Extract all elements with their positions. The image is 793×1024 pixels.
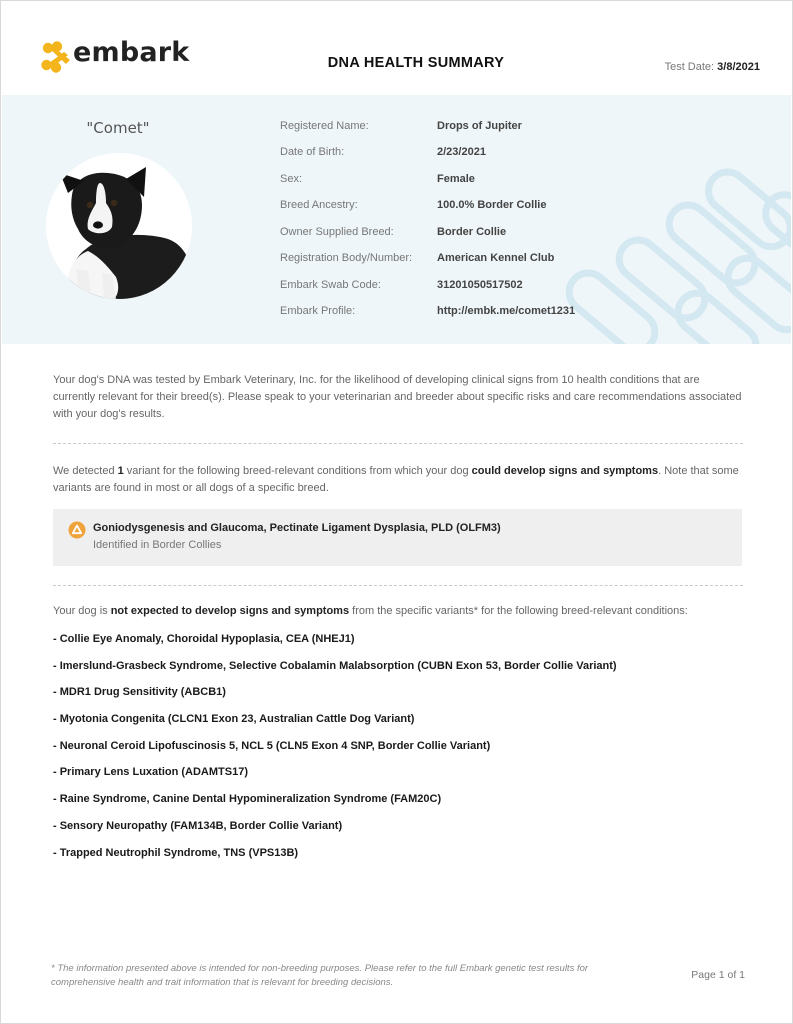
condition-item: - Imerslund-Grasbeck Syndrome, Selective Cobalamin Malabsorption (CUBN Exon 53, Border Collie Variant)	[53, 659, 617, 672]
test-date-label: Test Date:	[664, 61, 715, 73]
page-number: Page 1 of 1	[691, 969, 745, 981]
clear-emphasis: not expected to develop signs and symptoms	[110, 605, 350, 617]
page-title: DNA HEALTH SUMMARY	[327, 55, 505, 71]
field-label: Registration Body/Number:	[280, 252, 413, 264]
variant-result-card	[53, 509, 742, 566]
clear-prefix: Your dog is	[53, 605, 111, 617]
field-value: Female	[437, 173, 475, 185]
field-value: Drops of Jupiter	[437, 120, 522, 132]
info-row-swab-code	[280, 279, 780, 295]
condition-item: - Primary Lens Luxation (ADAMTS17)	[53, 766, 248, 779]
condition-item: - Trapped Neutrophil Syndrome, TNS (VPS13B)	[53, 846, 299, 859]
dashed-divider	[53, 585, 743, 586]
field-label: Owner Supplied Breed:	[280, 226, 394, 238]
clear-suffix: from the specific variants* for the following breed-relevant conditions:	[349, 605, 688, 617]
field-label: Date of Birth:	[280, 146, 345, 158]
footnote: * The information presented above is intended for non-breeding purposes. Please refer to the full Embark genetic test results for comprehensive health and trait information that is relevant for breeding decisions.	[51, 963, 589, 988]
report-header	[1, 1, 792, 95]
condition-item: - Collie Eye Anomaly, Choroidal Hypoplasia, CEA (NHEJ1)	[53, 633, 355, 645]
field-label: Embark Profile:	[280, 305, 356, 317]
variant-title: Goniodysgenesis and Glaucoma, Pectinate Ligament Dysplasia, PLD (OLFM3)	[93, 522, 501, 534]
variant-count: 1	[117, 465, 124, 477]
clear-conditions-list	[53, 633, 753, 873]
embark-profile-link[interactable]: http://embk.me/comet1231	[437, 305, 576, 317]
info-row-sex	[280, 173, 780, 189]
dashed-divider	[53, 443, 743, 444]
field-value: 2/23/2021	[437, 146, 486, 158]
dog-photo	[46, 153, 192, 299]
detected-summary	[53, 463, 743, 497]
condition-item: - Sensory Neuropathy (FAM134B, Border Collie Variant)	[53, 819, 343, 832]
condition-item: - Neuronal Ceroid Lipofuscinosis 5, NCL 5 (CLN5 Exon 4 SNP, Border Collie Variant)	[53, 739, 491, 752]
info-row-date-of-birth	[280, 146, 780, 162]
clear-conditions-intro	[53, 605, 753, 617]
info-row-registration-body	[280, 252, 780, 268]
intro-paragraph: Your dog's DNA was tested by Embark Veterinary, Inc. for the likelihood of developing clinical signs from 10 health conditions that are currently relevant for their breed(s). Please speak to your veterinarian and breeder about specific risks and care recommendations associated with your dog's results.	[53, 374, 742, 420]
info-row-registered-name	[280, 120, 780, 136]
detected-suffix: . Note that some variants are found in most or all dogs of a specific breed.	[53, 465, 739, 494]
info-row-owner-supplied-breed	[280, 226, 780, 242]
detected-emphasis: could develop signs and symptoms	[471, 465, 659, 477]
brand-wordmark: embark	[73, 37, 190, 68]
warning-triangle-icon	[68, 521, 86, 539]
field-label: Sex:	[280, 173, 303, 185]
info-row-embark-profile	[280, 305, 780, 321]
test-date-value: 3/8/2021	[717, 61, 760, 73]
detected-middle: variant for the following breed-relevant conditions from which your dog	[123, 465, 472, 477]
variant-subtitle: Identified in Border Collies	[93, 539, 222, 551]
detected-prefix: We detected	[53, 465, 118, 477]
dog-profile-panel	[2, 95, 791, 344]
field-label: Embark Swab Code:	[280, 279, 381, 291]
field-value: 31201050517502	[437, 279, 523, 291]
field-value: 100.0% Border Collie	[437, 199, 547, 211]
field-label: Registered Name:	[280, 120, 369, 132]
condition-item: - MDR1 Drug Sensitivity (ABCB1)	[53, 686, 226, 699]
condition-item: - Raine Syndrome, Canine Dental Hypomineralization Syndrome (FAM20C)	[53, 793, 442, 806]
test-date	[665, 61, 760, 73]
field-label: Breed Ancestry:	[280, 199, 358, 211]
dog-name: "Comet"	[86, 119, 150, 137]
field-value: Border Collie	[437, 226, 507, 238]
condition-item: - Myotonia Congenita (CLCN1 Exon 23, Australian Cattle Dog Variant)	[53, 713, 415, 726]
info-row-breed-ancestry	[280, 199, 780, 215]
field-value: American Kennel Club	[437, 252, 555, 264]
